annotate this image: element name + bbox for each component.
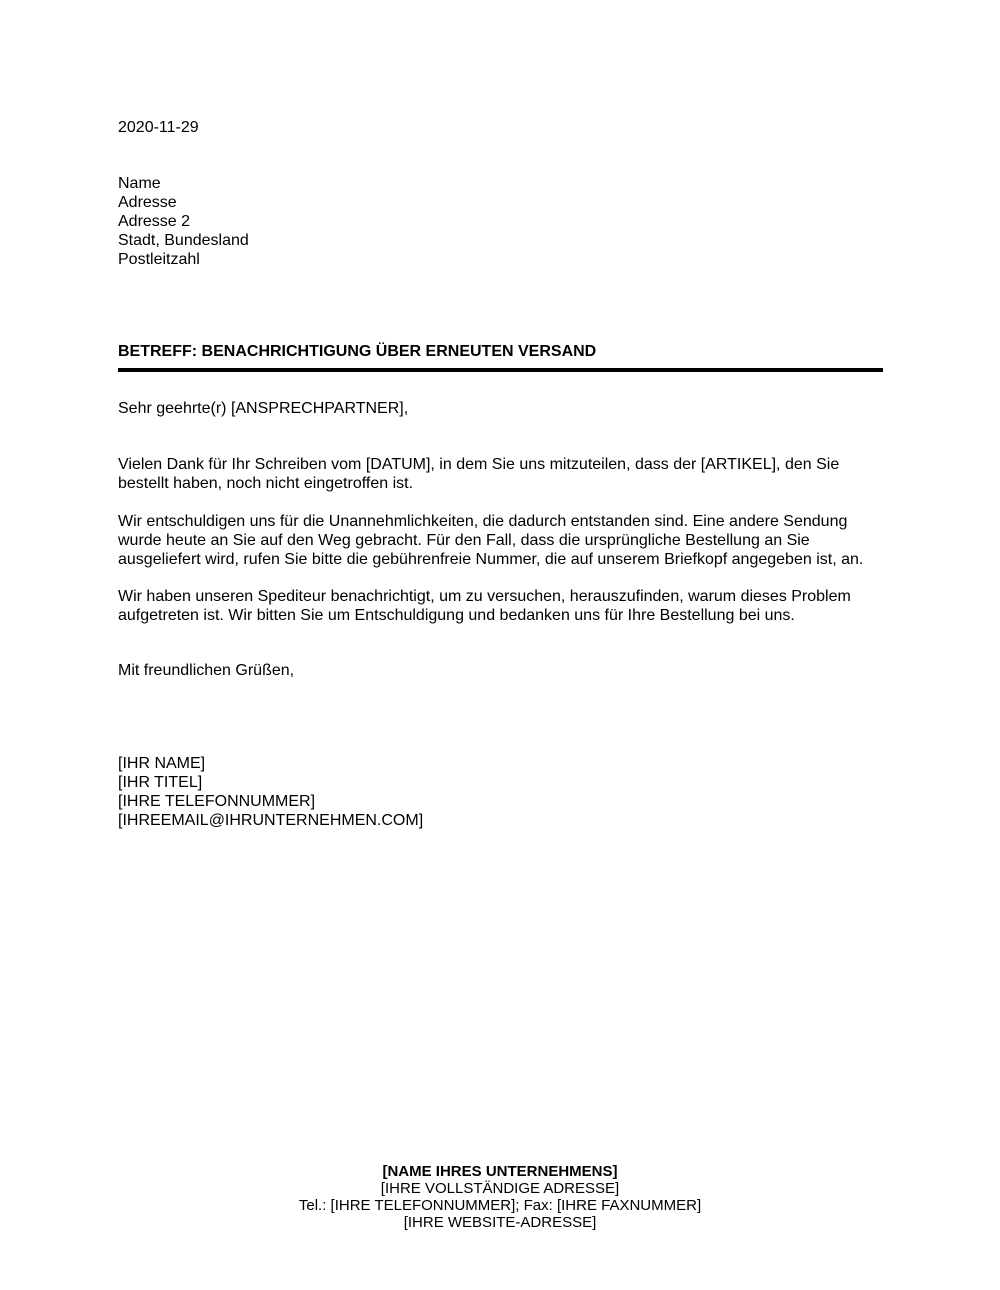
recipient-postal-code: Postleitzahl <box>118 251 200 268</box>
body-paragraph-2: Wir entschuldigen uns für die Unannehmlichkeiten, die dadurch entstanden sind. Eine andere Sendung wurde heute an Sie auf den Weg gebracht. Für den Fall, dass die ursprüngliche Bestellung an Sie ausgeliefert wird, rufen Sie bitte die gebührenfreie Nummer, die auf unserem Briefkopf angegeben ist, an. <box>118 513 864 568</box>
recipient-address-line-2: Adresse 2 <box>118 213 191 230</box>
footer-website: [IHRE WEBSITE-ADRESSE] <box>403 1214 597 1231</box>
body-paragraph-3: Wir haben unseren Spediteur benachrichtigt, um zu versuchen, herauszufinden, warum dieses Problem aufgetreten ist. Wir bitten Sie um Entschuldigung und bedanken uns für Ihre Bestellung bei uns. <box>118 588 851 624</box>
letter-date: 2020-11-29 <box>118 119 199 136</box>
recipient-name: Name <box>118 175 161 192</box>
closing: Mit freundlichen Grüßen, <box>118 662 295 679</box>
signature-email: [IHREEMAIL@IHRUNTERNEHMEN.COM] <box>118 812 424 829</box>
footer-contact: Tel.: [IHRE TELEFONNUMMER]; Fax: [IHRE FAXNUMMER] <box>298 1197 702 1214</box>
letterhead-footer <box>0 1163 1000 1231</box>
footer-company-name: [NAME IHRES UNTERNEHMENS] <box>382 1163 618 1180</box>
salutation: Sehr geehrte(r) [ANSPRECHPARTNER], <box>118 400 409 417</box>
signature-title: [IHR TITEL] <box>118 774 203 791</box>
signature-name: [IHR NAME] <box>118 755 206 772</box>
signature-block <box>118 754 423 830</box>
recipient-city-state: Stadt, Bundesland <box>118 232 249 249</box>
subject-divider <box>118 368 883 372</box>
footer-address: [IHRE VOLLSTÄNDIGE ADRESSE] <box>380 1180 620 1197</box>
signature-phone: [IHRE TELEFONNUMMER] <box>118 793 316 810</box>
recipient-address-block <box>118 174 249 269</box>
body-paragraph-1: Vielen Dank für Ihr Schreiben vom [DATUM], in dem Sie uns mitzuteilen, dass der [ARTIKEL], den Sie bestellt haben, noch nicht eingetroffen ist. <box>118 456 840 492</box>
recipient-address-line-1: Adresse <box>118 194 177 211</box>
subject-line: BETREFF: BENACHRICHTIGUNG ÜBER ERNEUTEN VERSAND <box>118 343 597 360</box>
